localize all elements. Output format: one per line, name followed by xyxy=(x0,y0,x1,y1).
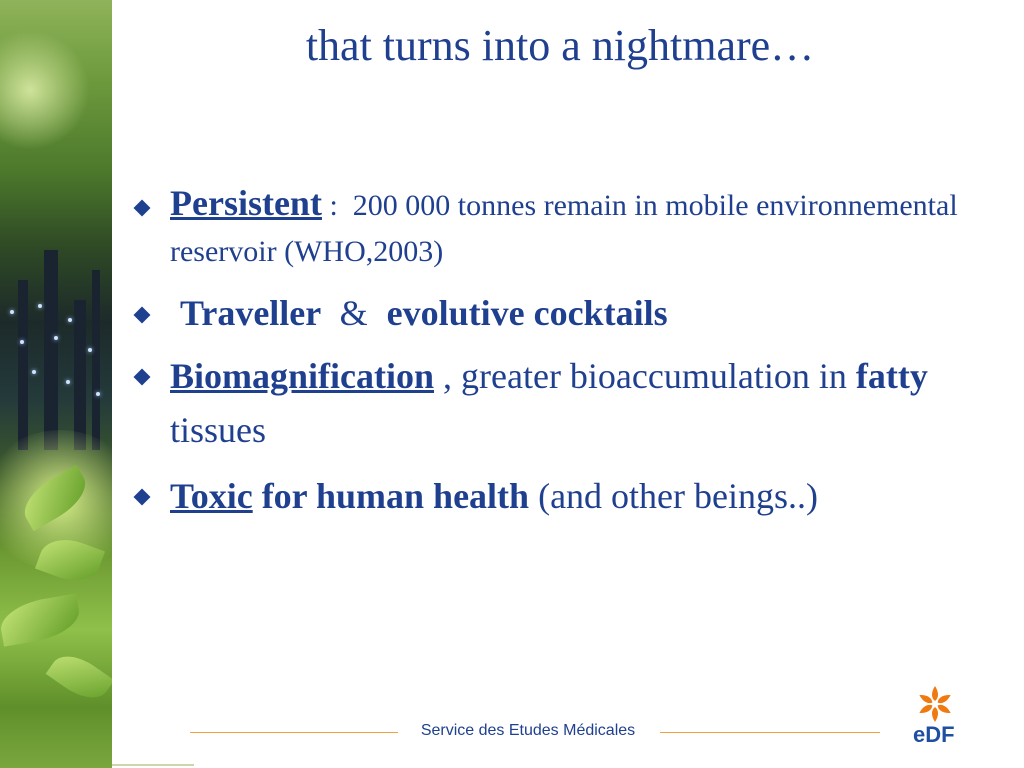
bullet-lead: Persistent xyxy=(170,183,322,223)
diamond-bullet-icon xyxy=(134,369,151,386)
bullet-lead: Toxic xyxy=(170,476,253,516)
bullet-bold: for human health xyxy=(252,476,530,516)
bullet-part1: Traveller xyxy=(180,293,321,333)
slide-title: that turns into a nightmare… xyxy=(305,21,815,70)
bullet-rest: 200 000 tonnes remain in mobile environnemental reservoir (WHO,2003) xyxy=(170,189,958,268)
bullet-sep: : xyxy=(321,189,353,222)
edf-logo-text: eDF xyxy=(913,722,955,747)
bullet-part2: evolutive cocktails xyxy=(386,293,668,333)
bullet-persistent xyxy=(132,180,1002,275)
bullet-lead: Biomagnification xyxy=(170,356,435,396)
bullet-tail: tissues xyxy=(170,356,937,450)
diamond-bullet-icon xyxy=(134,489,151,506)
diamond-bullet-icon xyxy=(134,200,151,217)
bottom-rule xyxy=(112,764,194,766)
decorative-side-image xyxy=(0,0,112,768)
bullet-bold: fatty xyxy=(855,356,928,396)
bullet-traveller xyxy=(132,289,1002,337)
bullet-tail: (and other beings..) xyxy=(529,476,818,516)
footer-rule-right xyxy=(660,732,880,733)
bullet-amp: & xyxy=(339,293,368,333)
bullet-toxic xyxy=(132,469,1002,523)
bullet-list xyxy=(132,180,1002,523)
bullet-mid: , greater bioaccumulation in xyxy=(434,356,856,396)
bullet-biomagnification xyxy=(132,349,1002,457)
diamond-bullet-icon xyxy=(134,307,151,324)
footer-rule-left xyxy=(190,732,398,733)
footer-text: Service des Etudes Médicales xyxy=(420,722,636,739)
